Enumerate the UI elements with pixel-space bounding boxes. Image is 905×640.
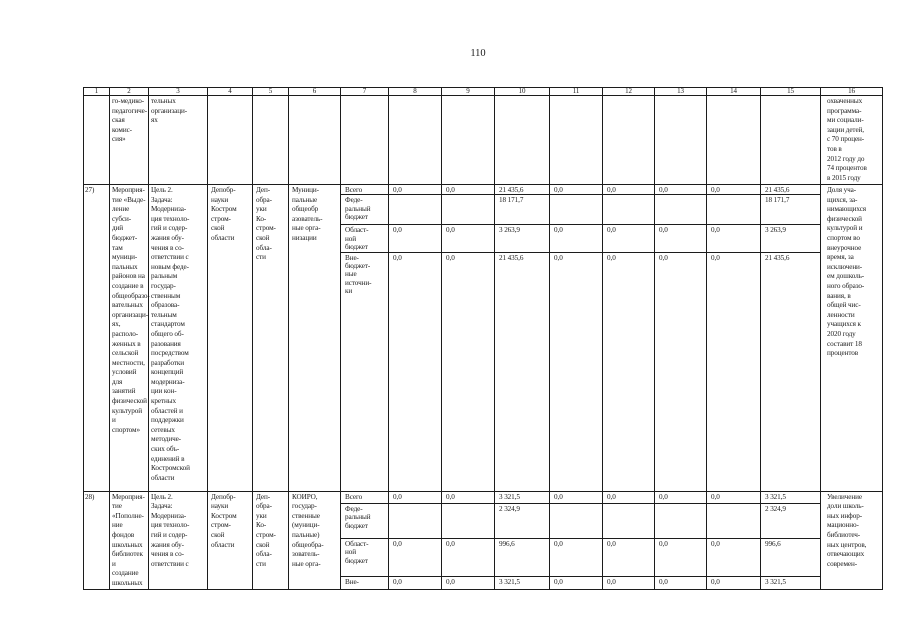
funding-value: 0,0	[550, 252, 603, 491]
funding-value: 0,0	[707, 539, 761, 577]
funding-value	[655, 503, 707, 538]
table-row	[84, 185, 883, 195]
header-cell: 12	[603, 88, 655, 96]
header-cell: 8	[389, 88, 442, 96]
empty-cell	[655, 96, 707, 185]
funding-value: 3 321,5	[761, 491, 821, 503]
empty-cell	[761, 96, 821, 185]
header-cell: 3	[149, 88, 208, 96]
empty-cell	[707, 96, 761, 185]
funding-value: 0,0	[655, 491, 707, 503]
funding-value: 0,0	[442, 576, 495, 589]
funding-value: 0,0	[603, 225, 655, 252]
participants: КОИРО, государ- ственные (муници- пальные) общеобра- зователь- ные орга-	[289, 491, 341, 589]
funding-value: 0,0	[389, 539, 442, 577]
funding-value: 0,0	[389, 185, 442, 195]
empty-cell	[389, 96, 442, 185]
funding-value: 18 171,7	[495, 195, 550, 225]
funding-value: 996,6	[495, 539, 550, 577]
funding-value: 0,0	[603, 539, 655, 577]
funding-value: 3 263,9	[495, 225, 550, 252]
funding-source: Вне-	[341, 576, 389, 589]
funding-value: 0,0	[707, 185, 761, 195]
funding-value: 0,0	[655, 185, 707, 195]
funding-value: 3 321,5	[495, 491, 550, 503]
empty-cell	[442, 96, 495, 185]
funding-source: Вне- бюджет- ные источни- ки	[341, 252, 389, 491]
header-cell: 2	[110, 88, 149, 96]
funding-value: 0,0	[550, 185, 603, 195]
funding-value: 0,0	[550, 225, 603, 252]
funding-value: 0,0	[442, 539, 495, 577]
continuation-row	[84, 96, 883, 185]
header-cell: 11	[550, 88, 603, 96]
funding-value: 0,0	[442, 225, 495, 252]
funding-value: 0,0	[389, 225, 442, 252]
executor: Деп- обра- уки Ко- стром- ской обла- сти	[253, 491, 289, 589]
funding-value: 18 171,7	[761, 195, 821, 225]
funding-value: 0,0	[550, 539, 603, 577]
funding-value	[550, 195, 603, 225]
funding-value	[442, 503, 495, 538]
goal-task: тельных организаци- ях	[149, 96, 208, 185]
funding-value	[389, 195, 442, 225]
empty-cell	[289, 96, 341, 185]
funding-value: 0,0	[442, 252, 495, 491]
funding-value: 0,0	[389, 252, 442, 491]
header-cell: 7	[341, 88, 389, 96]
funding-value	[389, 503, 442, 538]
header-cell: 9	[442, 88, 495, 96]
empty-cell	[208, 96, 253, 185]
empty-cell	[603, 96, 655, 185]
executor: Деп- обра- уки Ко- стром- ской обла- сти	[253, 185, 289, 492]
funding-value	[550, 503, 603, 538]
header-cell: 1	[84, 88, 110, 96]
funding-value: 0,0	[442, 491, 495, 503]
header-cell: 10	[495, 88, 550, 96]
empty-cell	[495, 96, 550, 185]
funding-value: 2 324,9	[495, 503, 550, 538]
funding-value	[603, 195, 655, 225]
page-number: 110	[470, 48, 486, 59]
header-cell: 5	[253, 88, 289, 96]
empty-cell	[84, 96, 110, 185]
goal-task: Цель 2. Задача: Модерниза- ция техноло- гий и содер- жания обу- чения в со- ответствии с	[149, 491, 208, 589]
funding-source: Феде- ральный бюджет	[341, 503, 389, 538]
funding-value: 3 321,5	[761, 576, 821, 589]
empty-cell	[253, 96, 289, 185]
empty-cell	[341, 96, 389, 185]
funding-value: 0,0	[603, 185, 655, 195]
header-row	[84, 88, 883, 96]
measure-name: Мероприя- тие «Выде- ление субси- дий бюджет- там муници- пальных районов на создание в общеобразо- вательных организаци- ях, располо- женных в сельской местности, условий для занятий физической культурой и спортом»	[110, 185, 149, 492]
goal-task: Цель 2. Задача: Модерниза- ция техноло- гий и содер- жания обу- чения в со- ответствии с новым феде- ральным государ- ственным образова- тельным стандартом общего об- разования посредством разработки концепций модерниза- ции кон- кретных областей и поддержки сетевых методиче- ских объ- единений в Костромской области	[149, 185, 208, 492]
funding-source: Всего	[341, 185, 389, 195]
funding-value	[442, 195, 495, 225]
funding-value: 3 263,9	[761, 225, 821, 252]
coordinator: Депобр- науки Костром стром- ской области	[208, 491, 253, 589]
header-cell: 4	[208, 88, 253, 96]
funding-value	[707, 503, 761, 538]
funding-value: 0,0	[707, 252, 761, 491]
funding-value: 0,0	[603, 252, 655, 491]
measure-name: Мероприя- тие «Пополне- ние фондов школьных библиотек и создание школьных	[110, 491, 149, 589]
measure-name: го-медико- педагогиче- ская комис- сия»	[110, 96, 149, 185]
header-cell: 15	[761, 88, 821, 96]
expected-result: Увеличение доли школь- ных инфор- мационно- библиотеч- ных центров, отвечающих современ-	[821, 491, 883, 589]
funding-value: 0,0	[603, 576, 655, 589]
funding-value: 0,0	[603, 491, 655, 503]
funding-value: 0,0	[707, 576, 761, 589]
funding-value: 0,0	[707, 225, 761, 252]
program-measures-table	[83, 87, 883, 590]
header-cell: 13	[655, 88, 707, 96]
funding-value: 0,0	[389, 576, 442, 589]
funding-value: 21 435,6	[761, 252, 821, 491]
funding-value: 2 324,9	[761, 503, 821, 538]
coordinator: Депобр- науки Костром стром- ской области	[208, 185, 253, 492]
header-cell: 6	[289, 88, 341, 96]
funding-value: 0,0	[550, 576, 603, 589]
funding-value: 0,0	[655, 576, 707, 589]
header-cell: 16	[821, 88, 883, 96]
row-number: 27)	[84, 185, 110, 492]
expected-result: Доля уча- щихся, за- нимающихся физической культурой и спортом во внеурочное время, за исключени- ем дошколь- ного образо- вания, в общей чис- ленности учащихся к 2020 году составит 18 процентов	[821, 185, 883, 492]
funding-value: 0,0	[655, 252, 707, 491]
funding-value: 0,0	[707, 491, 761, 503]
participants: Муници- пальные общеобр азователь- ные орга- низации	[289, 185, 341, 492]
funding-value: 21 435,6	[761, 185, 821, 195]
funding-value: 0,0	[389, 491, 442, 503]
funding-source: Област- ной бюджет	[341, 539, 389, 577]
table-row	[84, 491, 883, 503]
funding-value: 0,0	[550, 491, 603, 503]
funding-value: 0,0	[655, 539, 707, 577]
funding-value: 21 435,6	[495, 252, 550, 491]
funding-value: 3 321,5	[495, 576, 550, 589]
row-number: 28)	[84, 491, 110, 589]
funding-value: 996,6	[761, 539, 821, 577]
funding-value: 0,0	[655, 225, 707, 252]
expected-result: охваченных программа- ми социали- зации детей, с 70 процен- тов в 2012 году до 74 процентов в 2015 году	[821, 96, 883, 185]
funding-source: Всего	[341, 491, 389, 503]
funding-value: 0,0	[442, 185, 495, 195]
funding-value	[603, 503, 655, 538]
header-cell: 14	[707, 88, 761, 96]
funding-value	[655, 195, 707, 225]
funding-value	[707, 195, 761, 225]
funding-source: Феде- ральный бюджет	[341, 195, 389, 225]
funding-source: Област- ной бюджет	[341, 225, 389, 252]
funding-value: 21 435,6	[495, 185, 550, 195]
empty-cell	[550, 96, 603, 185]
